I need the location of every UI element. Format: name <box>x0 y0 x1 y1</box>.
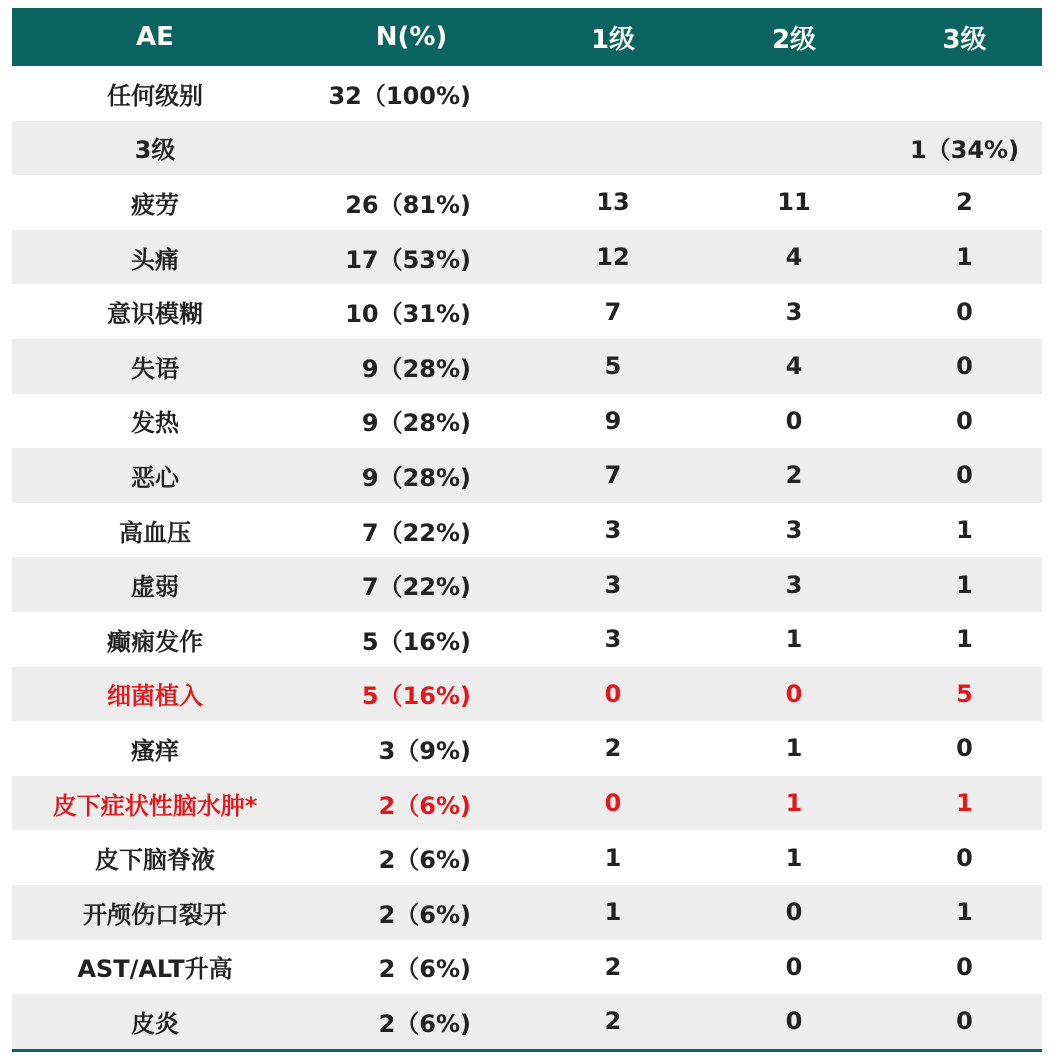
header-n-percent: N(%) <box>375 22 448 52</box>
cell-n-value: 9（28%) <box>361 354 471 383</box>
cell-grade-2: 1 <box>785 734 803 763</box>
cell-n <box>298 284 525 339</box>
cell-grade-2: 1 <box>785 789 803 818</box>
cell-grade-1: 2 <box>604 1007 622 1036</box>
cell-grade-3: 0 <box>956 461 973 490</box>
cell-grade-3: 0 <box>956 297 973 326</box>
cell-grade-2: 3 <box>785 570 803 599</box>
cell-grade-2: 3 <box>785 516 803 545</box>
cell-n-value: 26（81%) <box>345 190 471 219</box>
cell-grade-3: 1 <box>956 516 973 545</box>
cell-grade-3: 1 <box>956 789 973 818</box>
cell-grade-1: 1 <box>604 843 622 872</box>
table-row <box>12 721 1042 776</box>
cell-grade-2: 11 <box>777 188 811 217</box>
header-ae: AE <box>136 22 174 52</box>
cell-grade-3: 5 <box>956 679 973 708</box>
cell-grade-1: 1 <box>604 898 622 927</box>
cell-n <box>298 503 525 558</box>
cell-grade-3: 1 <box>956 898 973 927</box>
cell-n <box>298 66 525 121</box>
cell-n <box>298 339 525 394</box>
cell-grade-1: 13 <box>596 188 630 217</box>
cell-grade-1 <box>525 121 701 176</box>
cell-n-value: 2（6%) <box>378 846 471 875</box>
cell-ae: 皮下症状性脑水肿* <box>52 791 258 820</box>
cell-ae: 虚弱 <box>131 573 179 602</box>
cell-ae: 癫痫发作 <box>107 627 203 656</box>
cell-grade-2: 0 <box>785 406 803 435</box>
table-row <box>12 830 1042 885</box>
cell-ae: 瘙痒 <box>131 736 179 765</box>
cell-n <box>298 885 525 940</box>
table-row <box>12 175 1042 230</box>
table-row <box>12 557 1042 612</box>
cell-n-value: 2（6%) <box>378 791 471 820</box>
cell-ae: 任何级别 <box>107 81 203 110</box>
table-body <box>12 66 1042 1049</box>
cell-grade-3: 1 <box>956 570 973 599</box>
cell-ae: 疲劳 <box>131 190 179 219</box>
ae-table-container <box>12 8 1042 1049</box>
cell-grade-2: 1 <box>785 625 803 654</box>
cell-n-value: 2（6%) <box>378 955 471 984</box>
cell-n <box>298 721 525 776</box>
table-row <box>12 503 1042 558</box>
cell-grade-2: 2 <box>785 461 803 490</box>
cell-ae: 高血压 <box>119 518 191 547</box>
cell-n <box>298 394 525 449</box>
table-row <box>12 230 1042 285</box>
cell-n <box>298 448 525 503</box>
cell-grade-3 <box>887 66 1042 121</box>
cell-grade-1: 3 <box>604 570 622 599</box>
cell-grade-1: 2 <box>604 734 622 763</box>
cell-n-value: 7（22%) <box>361 518 471 547</box>
cell-n-value: 32（100%) <box>328 81 471 110</box>
cell-grade-1: 0 <box>604 679 622 708</box>
cell-grade-1: 3 <box>604 516 622 545</box>
cell-grade-2 <box>701 121 887 176</box>
cell-grade-3: 0 <box>956 843 973 872</box>
cell-n <box>298 121 525 176</box>
cell-n-value: 10（31%) <box>345 300 471 329</box>
cell-grade-2: 0 <box>785 1007 803 1036</box>
cell-ae: 发热 <box>131 409 179 438</box>
cell-grade-2: 0 <box>785 679 803 708</box>
cell-n-value: 2（6%) <box>378 900 471 929</box>
cell-grade-1: 5 <box>604 352 622 381</box>
cell-grade-2 <box>701 66 887 121</box>
table-row <box>12 339 1042 394</box>
header-grade-3: 3级 <box>942 24 987 55</box>
cell-n-value: 5（16%) <box>361 627 471 656</box>
cell-grade-1: 7 <box>604 461 622 490</box>
cell-n <box>298 994 525 1049</box>
header-grade-1: 1级 <box>590 24 636 55</box>
cell-n-value: 7（22%) <box>361 573 471 602</box>
table-row <box>12 66 1042 121</box>
cell-grade-2: 1 <box>785 843 803 872</box>
cell-grade-1: 7 <box>604 297 622 326</box>
cell-grade-2: 0 <box>785 898 803 927</box>
cell-grade-1: 9 <box>604 406 622 435</box>
cell-ae: AST/ALT升高 <box>77 955 233 984</box>
table-row <box>12 448 1042 503</box>
cell-n-value: 2（6%) <box>378 1009 471 1038</box>
cell-grade-3: 1 <box>956 625 973 654</box>
table-row <box>12 885 1042 940</box>
cell-n <box>298 612 525 667</box>
cell-ae: 开颅伤口裂开 <box>83 900 227 929</box>
cell-n-value: 5（16%) <box>361 682 471 711</box>
cell-ae: 意识模糊 <box>107 300 203 329</box>
cell-n <box>298 776 525 831</box>
cell-ae: 失语 <box>131 354 179 383</box>
cell-n <box>298 557 525 612</box>
cell-n-value: 9（28%) <box>361 409 471 438</box>
cell-ae: 头痛 <box>131 245 179 274</box>
cell-grade-3: 0 <box>956 1007 973 1036</box>
cell-ae: 3级 <box>134 136 176 165</box>
cell-grade-2: 4 <box>785 243 803 272</box>
cell-grade-2: 4 <box>785 352 803 381</box>
cell-n <box>298 830 525 885</box>
cell-n <box>298 667 525 722</box>
cell-grade-1 <box>525 66 701 121</box>
cell-grade-3: 0 <box>956 352 973 381</box>
table-row <box>12 121 1042 176</box>
cell-grade-3: 1（34%) <box>909 136 1020 165</box>
cell-n-value: 3（9%) <box>378 736 471 765</box>
cell-n <box>298 940 525 995</box>
cell-ae: 皮下脑脊液 <box>95 846 215 875</box>
cell-grade-3: 1 <box>956 243 973 272</box>
header-grade-2: 2级 <box>771 24 817 55</box>
cell-grade-1: 0 <box>604 789 622 818</box>
table-row <box>12 612 1042 667</box>
cell-n-value: 17（53%) <box>345 245 471 274</box>
cell-ae: 皮炎 <box>131 1009 179 1038</box>
table-row-highlighted <box>12 667 1042 722</box>
cell-grade-2: 0 <box>785 952 803 981</box>
adverse-events-table <box>12 8 1042 1049</box>
table-row <box>12 284 1042 339</box>
cell-grade-3: 0 <box>956 952 973 981</box>
table-row <box>12 994 1042 1049</box>
cell-n <box>298 175 525 230</box>
cell-grade-1: 2 <box>604 952 622 981</box>
cell-grade-2: 3 <box>785 297 803 326</box>
cell-ae: 细菌植入 <box>107 682 203 711</box>
cell-grade-3: 2 <box>956 188 973 217</box>
cell-n-value: 9（28%) <box>361 463 471 492</box>
cell-grade-1: 12 <box>596 243 630 272</box>
table-row <box>12 394 1042 449</box>
cell-n <box>298 230 525 285</box>
table-header-row <box>12 8 1042 66</box>
table-bottom-rule <box>12 1049 1042 1052</box>
cell-grade-1: 3 <box>604 625 622 654</box>
table-row <box>12 940 1042 995</box>
cell-grade-3: 0 <box>956 406 973 435</box>
cell-ae: 恶心 <box>131 463 179 492</box>
cell-grade-3: 0 <box>956 734 973 763</box>
table-row-highlighted <box>12 776 1042 831</box>
